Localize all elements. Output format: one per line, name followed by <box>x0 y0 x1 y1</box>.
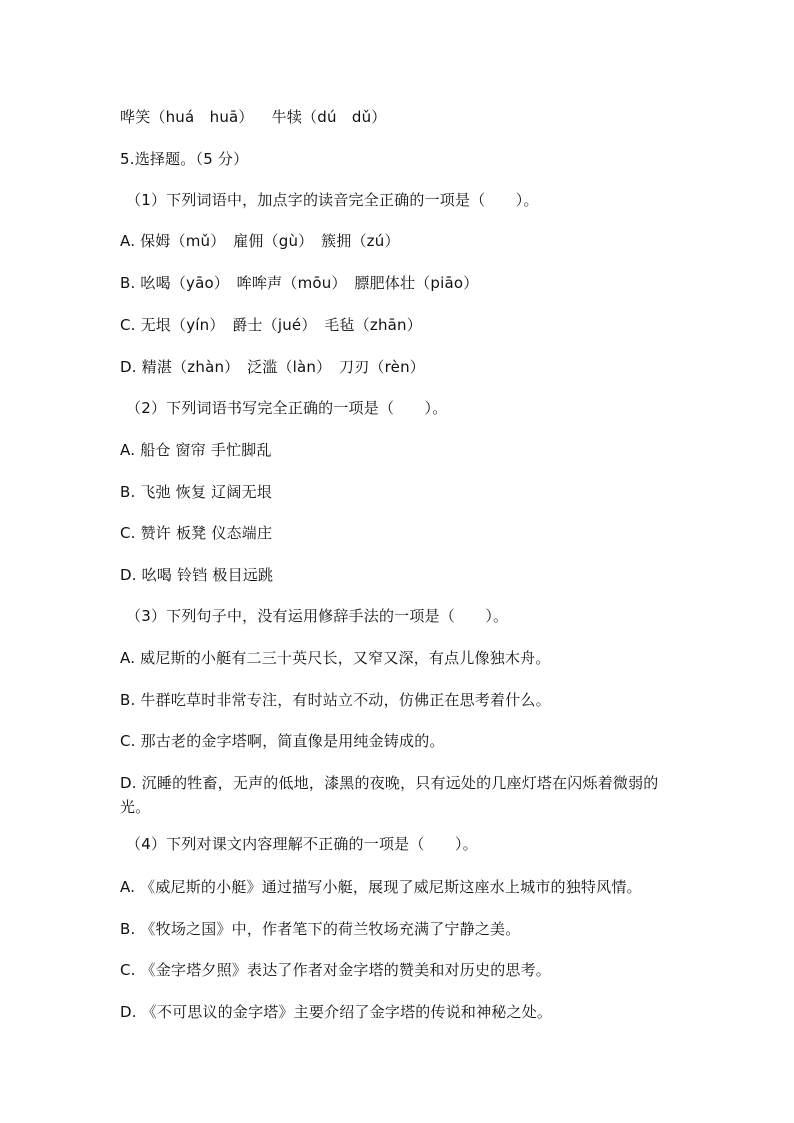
question-4-stem: （4）下列对课文内容理解不正确的一项是（ ）。 <box>126 835 478 853</box>
question-1-stem: （1）下列词语中，加点字的读音完全正确的一项是（ ）。 <box>126 191 539 209</box>
question-1-option-c: C. 无垠（yín） 爵士（jué） 毛毡（zhān） <box>120 316 422 334</box>
question-2-option-c: C. 赞许 板凳 仪态端庄 <box>120 524 273 542</box>
question-4-option-d: D. 《不可思议的金字塔》主要介绍了金字塔的传说和神秘之处。 <box>120 1003 553 1021</box>
question-3-option-d: D. 沉睡的牲畜，无声的低地，漆黑的夜晚，只有远处的几座灯塔在闪烁着微弱的光。 <box>120 774 659 816</box>
question-3-stem: （3）下列句子中，没有运用修辞手法的一项是（ ）。 <box>126 607 509 625</box>
section-title: 5.选择题。（5 分） <box>120 150 249 168</box>
question-3-option-b: B. 牛群吃草时非常专注，有时站立不动，仿佛正在思考着什么。 <box>120 691 551 709</box>
question-1-option-d: D. 精湛（zhàn） 泛滥（làn） 刀刃（rèn） <box>120 358 426 376</box>
pinyin-item-huaxiao: 哗笑（huá huā） <box>120 108 254 126</box>
question-4-option-a: A. 《威尼斯的小艇》通过描写小艇，展现了威尼斯这座水上城市的独特风情。 <box>120 878 642 896</box>
question-3-option-a: A. 威尼斯的小艇有二三十英尺长，又窄又深，有点儿像独木舟。 <box>120 649 551 667</box>
question-2-option-b: B. 飞弛 恢复 辽阔无垠 <box>120 483 272 501</box>
pinyin-item-niudu: 牛犊（dú dǔ） <box>271 108 387 126</box>
question-4-option-b: B. 《牧场之国》中，作者笔下的荷兰牧场充满了宁静之美。 <box>120 920 521 938</box>
question-3-option-c: C. 那古老的金字塔啊，简直像是用纯金铸成的。 <box>120 732 445 750</box>
question-2-option-d: D. 吆喝 铃铛 极目远跳 <box>120 566 274 584</box>
question-2-option-a: A. 船仓 窗帘 手忙脚乱 <box>120 441 272 459</box>
question-1-option-a: A. 保姆（mǔ） 雇佣（gù） 簇拥（zú） <box>120 232 400 250</box>
question-4-option-c: C. 《金字塔夕照》表达了作者对金字塔的赞美和对历史的思考。 <box>120 961 552 979</box>
question-2-stem: （2）下列词语书写完全正确的一项是（ ）。 <box>126 399 448 417</box>
question-1-option-b: B. 吆喝（yāo） 哞哞声（mōu） 膘肥体壮（piāo） <box>120 274 479 292</box>
pinyin-line <box>120 105 386 129</box>
